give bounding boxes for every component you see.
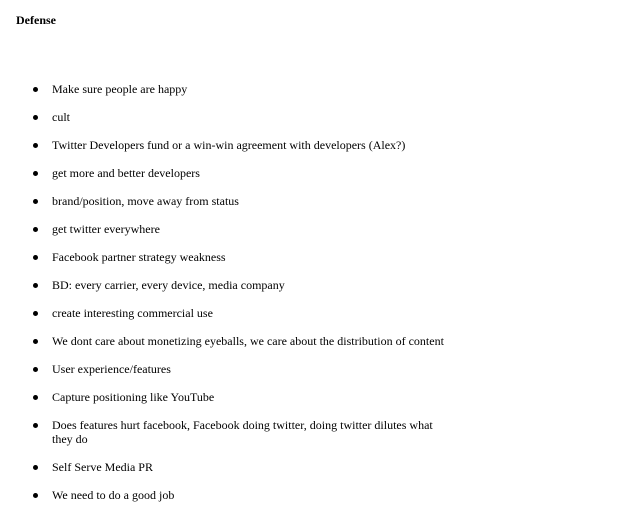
bullet-icon xyxy=(33,283,38,288)
defense-list xyxy=(0,82,630,516)
bullet-icon xyxy=(33,311,38,316)
list-item xyxy=(0,460,452,474)
list-item xyxy=(0,82,452,96)
list-item xyxy=(0,278,452,292)
list-item xyxy=(0,390,452,404)
bullet-icon xyxy=(33,171,38,176)
bullet-icon xyxy=(33,255,38,260)
bullet-icon xyxy=(33,199,38,204)
list-item xyxy=(0,166,452,180)
list-item-text: BD: every carrier, every device, media company xyxy=(52,278,285,292)
list-item-text: Self Serve Media PR xyxy=(52,460,153,474)
list-item-text: brand/position, move away from status xyxy=(52,194,239,208)
list-item-text: create interesting commercial use xyxy=(52,306,213,320)
list-item-text: Capture positioning like YouTube xyxy=(52,390,215,404)
list-item xyxy=(0,194,452,208)
list-item-text: Twitter Developers fund or a win-win agreement with developers (Alex?) xyxy=(52,138,406,152)
bullet-icon xyxy=(33,465,38,470)
list-item-text: We need to do a good job xyxy=(52,488,175,502)
list-item-text: Does features hurt facebook, Facebook doing twitter, doing twitter dilutes what they do xyxy=(52,418,433,446)
bullet-icon xyxy=(33,423,38,428)
list-item-text: Make sure people are happy xyxy=(52,82,188,96)
bullet-icon xyxy=(33,367,38,372)
list-item xyxy=(0,362,452,376)
list-item-text: cult xyxy=(52,110,70,124)
bullet-icon xyxy=(33,115,38,120)
list-item xyxy=(0,306,452,320)
list-item xyxy=(0,488,452,502)
list-item-text: We dont care about monetizing eyeballs, we care about the distribution of content xyxy=(52,334,444,348)
list-item xyxy=(0,138,452,152)
list-item xyxy=(0,250,452,264)
list-item xyxy=(0,110,452,124)
list-item-text: get twitter everywhere xyxy=(52,222,160,236)
list-item-text: Facebook partner strategy weakness xyxy=(52,250,226,264)
bullet-icon xyxy=(33,143,38,148)
bullet-icon xyxy=(33,227,38,232)
list-item xyxy=(0,418,452,446)
bullet-icon xyxy=(33,395,38,400)
bullet-icon xyxy=(33,339,38,344)
list-item xyxy=(0,222,452,236)
list-item-text: get more and better developers xyxy=(52,166,200,180)
page-heading: Defense xyxy=(16,13,56,27)
bullet-icon xyxy=(33,493,38,498)
list-item-text: User experience/features xyxy=(52,362,171,376)
list-item xyxy=(0,334,452,348)
bullet-icon xyxy=(33,87,38,92)
